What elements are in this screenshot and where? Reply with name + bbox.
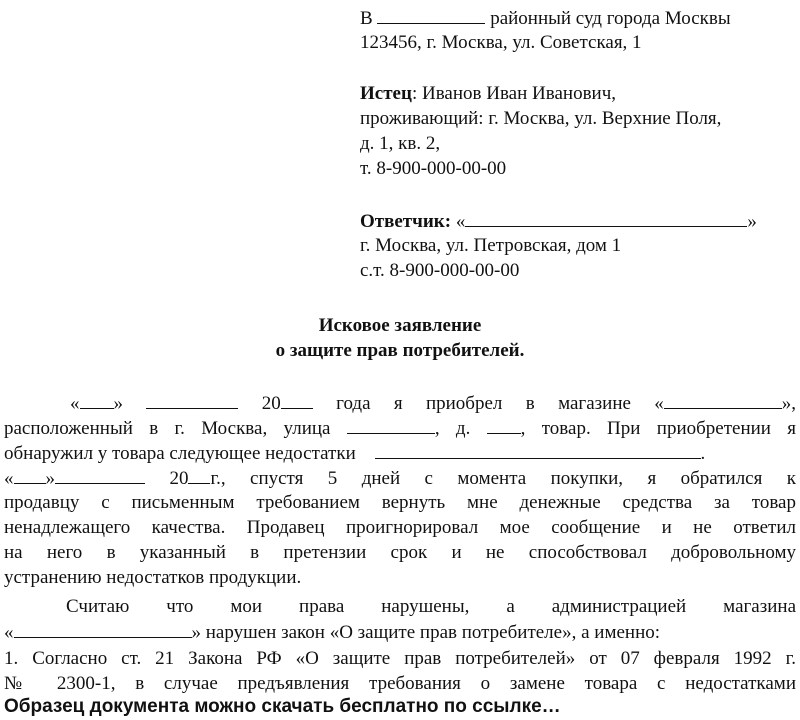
- text-fragment: »,: [781, 393, 797, 414]
- defendant-address: г. Москва, ул. Петровская, дом 1: [360, 235, 622, 256]
- text-fragment: расположенный в г. Москва, улица: [4, 418, 331, 439]
- defendant-quote-open: «: [455, 211, 466, 232]
- body-line-10: [4, 620, 660, 645]
- day-blank: [80, 391, 114, 409]
- plaintiff-label: Истец: [360, 83, 412, 104]
- text-fragment: года я приобрел в магазине «: [336, 393, 664, 414]
- defects-blank: [375, 441, 701, 459]
- shop-name-blank: [664, 391, 782, 409]
- plaintiff-phone: т. 8-900-000-00-00: [360, 158, 507, 179]
- month-blank: [146, 391, 238, 409]
- text-fragment: »: [113, 393, 123, 414]
- body-line-12: № 2300-1, в случае предъявления требования о замене товара с недостатками: [4, 673, 796, 694]
- court-prefix: В: [360, 8, 373, 29]
- plaintiff-name: : Иванов Иван Иванович,: [411, 83, 617, 104]
- body-line-6: ненадлежащего качества. Продавец проигнорировал мое сообщение и не ответил: [4, 517, 796, 538]
- court-line: [360, 6, 731, 31]
- text-fragment: «: [4, 468, 14, 489]
- text-fragment: обнаружил у товара следующее недостатки: [4, 443, 356, 464]
- text-fragment: , д.: [434, 418, 471, 439]
- text-fragment: 20: [169, 468, 189, 489]
- defendant-phone: с.т. 8-900-000-00-00: [360, 260, 520, 281]
- text-fragment: г., спустя 5 дней с момента покупки, я обратился к: [210, 468, 797, 489]
- month-blank-2: [55, 466, 145, 484]
- document-title: Исковое заявление: [318, 315, 482, 336]
- body-line-11: 1. Согласно ст. 21 Закона РФ «О защите прав потребителей» от 07 февраля 1992 г.: [4, 648, 796, 669]
- text-fragment: » нарушен закон «О защите прав потребителе», а именно:: [191, 622, 661, 643]
- text-fragment: , товар. При приобретении я: [520, 418, 797, 439]
- text-fragment: «: [70, 393, 80, 414]
- year-blank-2: [188, 466, 210, 484]
- text-fragment: »: [45, 468, 55, 489]
- defendant-line: [360, 209, 757, 234]
- text-fragment: «: [4, 622, 14, 643]
- court-blank: [377, 6, 485, 24]
- document-subtitle: о защите прав потребителей.: [275, 340, 525, 361]
- day-blank-2: [14, 466, 46, 484]
- body-line-4: [4, 466, 796, 491]
- body-line-2: [4, 416, 796, 441]
- body-line-8: устранению недостатков продукции.: [4, 567, 302, 588]
- defendant-quote-close: »: [747, 211, 757, 232]
- body-line-9: Считаю что мои права нарушены, а администрацией магазина: [66, 596, 796, 617]
- body-line-3: [4, 441, 705, 466]
- shop-admin-blank: [14, 620, 192, 638]
- court-address: 123456, г. Москва, ул. Советская, 1: [360, 32, 642, 53]
- download-link-text[interactable]: Образец документа можно скачать бесплатно по ссылке…: [4, 696, 561, 717]
- text-fragment: .: [700, 443, 706, 464]
- house-blank: [487, 416, 521, 434]
- body-line-1: [70, 391, 796, 416]
- plaintiff-address-1: проживающий: г. Москва, ул. Верхние Поля,: [360, 108, 722, 129]
- defendant-name-blank: [465, 209, 747, 227]
- plaintiff-address-2: д. 1, кв. 2,: [360, 133, 441, 154]
- year-blank: [281, 391, 313, 409]
- text-fragment: 20: [261, 393, 281, 414]
- defendant-label: Ответчик:: [360, 211, 452, 232]
- street-blank: [347, 416, 435, 434]
- body-line-5: продавцу с письменным требованием вернуть мне денежные средства за товар: [4, 492, 796, 513]
- plaintiff-line: [360, 82, 616, 106]
- body-line-7: на него в указанный в претензии срок и не способствовал добровольному: [4, 542, 796, 563]
- court-suffix: районный суд города Москвы: [490, 8, 731, 29]
